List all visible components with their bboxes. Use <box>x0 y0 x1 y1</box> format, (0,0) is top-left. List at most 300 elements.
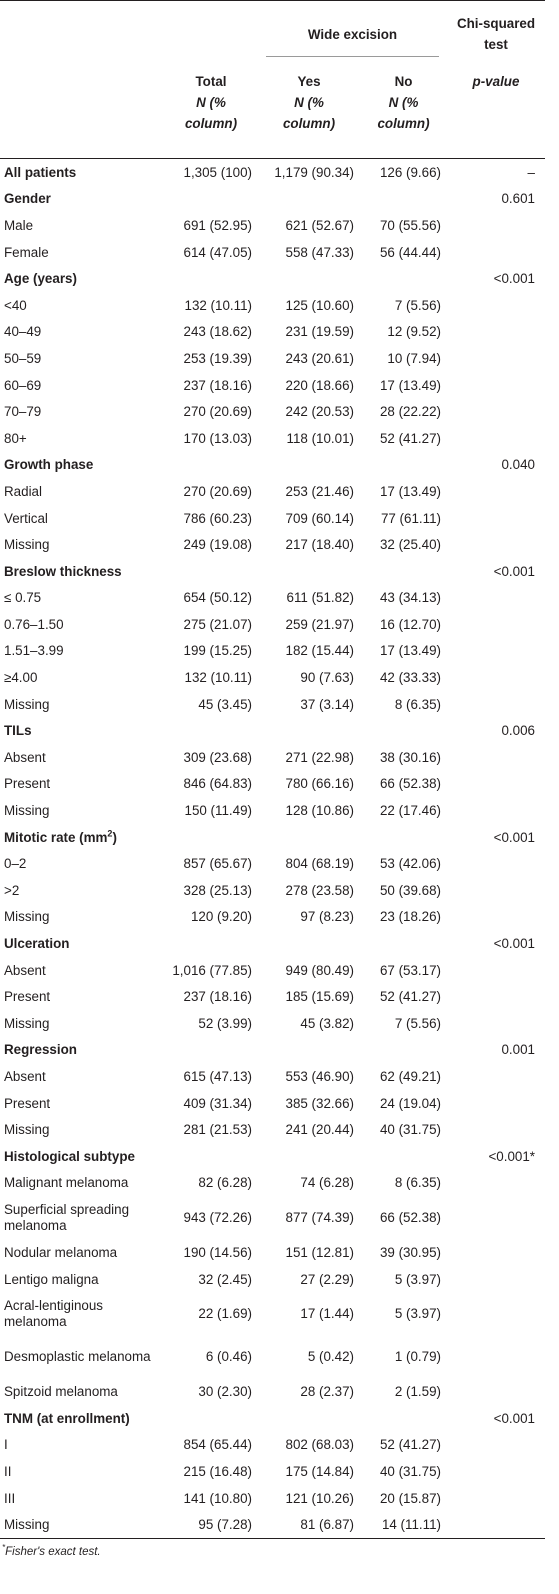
label-text: Mitotic rate (mm <box>4 829 108 845</box>
cell-yes: 242 (20.53) <box>285 404 354 420</box>
label-text: Missing <box>4 909 50 925</box>
cell-yes <box>258 930 360 957</box>
cell-total: 1,016 (77.85) <box>172 962 252 978</box>
label-text: Missing <box>4 1517 50 1533</box>
cell-total <box>164 717 258 744</box>
cell-yes: 558 (47.33) <box>285 244 354 260</box>
cell-yes: 220 (18.66) <box>285 377 354 393</box>
cell-no: 5 (3.97) <box>394 1271 441 1287</box>
label-text: Present <box>4 1095 51 1111</box>
total-header: Total <box>195 74 227 89</box>
row-label <box>0 505 164 532</box>
cell-yes: 90 (7.63) <box>300 670 354 686</box>
label-text: Lentigo maligna <box>4 1271 99 1287</box>
label-text: Missing <box>4 537 50 553</box>
label-text: Nodular melanoma <box>4 1244 118 1260</box>
group-label <box>0 452 164 479</box>
row-label <box>0 1170 164 1197</box>
cell-no: 17 (13.49) <box>379 643 441 659</box>
row-label <box>0 1335 164 1378</box>
cell-yes: 709 (60.14) <box>285 510 354 526</box>
cell-pvalue <box>447 292 545 319</box>
cell-total: 30 (2.30) <box>198 1384 252 1400</box>
label-text: Absent <box>4 749 46 765</box>
cell-pvalue <box>447 957 545 984</box>
group-label <box>0 159 164 186</box>
cell-no <box>360 824 447 851</box>
label-text: <40 <box>4 297 27 313</box>
row-label <box>0 611 164 638</box>
cell-yes: 877 (74.39) <box>285 1210 354 1226</box>
row-label <box>0 239 164 266</box>
row-label <box>0 877 164 904</box>
table-row <box>0 239 545 266</box>
cell-yes: 37 (3.14) <box>300 696 354 712</box>
table-row <box>0 771 545 798</box>
cell-pvalue <box>447 877 545 904</box>
cell-yes: 780 (66.16) <box>285 776 354 792</box>
cell-yes: 259 (21.97) <box>285 616 354 632</box>
label-text: Absent <box>4 962 46 978</box>
cell-total: 654 (50.12) <box>183 590 252 606</box>
cell-yes: 175 (14.84) <box>285 1463 354 1479</box>
cell-total <box>164 1037 258 1064</box>
table-row <box>0 611 545 638</box>
cell-pvalue <box>447 478 545 505</box>
table-row <box>0 904 545 931</box>
cell-total: 82 (6.28) <box>198 1175 252 1191</box>
cell-total: 215 (16.48) <box>183 1463 252 1479</box>
cell-no: 16 (12.70) <box>379 616 441 632</box>
no-n-pct-header: N (% column) <box>377 95 430 131</box>
table-row <box>0 1063 545 1090</box>
cell-total: 141 (10.80) <box>183 1490 252 1506</box>
table-row <box>0 1432 545 1459</box>
group-row <box>0 159 545 186</box>
cell-total: 281 (21.53) <box>183 1122 252 1138</box>
label-text: I <box>4 1437 8 1453</box>
cell-pvalue <box>447 611 545 638</box>
cell-pvalue <box>447 585 545 612</box>
cell-no <box>360 1405 447 1432</box>
cell-yes: 118 (10.01) <box>286 430 354 446</box>
cell-total: 132 (10.11) <box>184 670 252 686</box>
cell-total: 150 (11.49) <box>184 803 252 819</box>
cell-no: 67 (53.17) <box>379 962 441 978</box>
cell-total: 691 (52.95) <box>183 217 252 233</box>
table-row <box>0 983 545 1010</box>
row-label <box>0 744 164 771</box>
row-label <box>0 983 164 1010</box>
label-text: Absent <box>4 1068 46 1084</box>
group-row <box>0 186 545 213</box>
cell-pvalue: <0.001 <box>493 829 535 845</box>
cell-pvalue: <0.001 <box>493 563 535 579</box>
cell-total <box>164 265 258 292</box>
total-n-pct-header: N (% column) <box>184 95 238 131</box>
label-text: Missing <box>4 803 50 819</box>
cell-pvalue: <0.001 <box>493 271 535 287</box>
table-row <box>0 1511 545 1538</box>
cell-pvalue <box>447 983 545 1010</box>
label-text: 1.51–3.99 <box>4 643 64 659</box>
cell-no: 40 (31.75) <box>379 1463 441 1479</box>
cell-pvalue <box>447 398 545 425</box>
label-text: Regression <box>4 1042 77 1058</box>
label-text: Acral-lentiginous melanoma <box>4 1297 103 1329</box>
cell-yes <box>258 824 360 851</box>
label-text: Superficial spreading melanoma <box>4 1201 130 1233</box>
cell-pvalue <box>447 1458 545 1485</box>
cell-no: 50 (39.68) <box>379 882 441 898</box>
cell-no <box>360 930 447 957</box>
cell-no <box>360 717 447 744</box>
row-label <box>0 691 164 718</box>
cell-no: 66 (52.38) <box>379 1210 441 1226</box>
cell-yes: 182 (15.44) <box>285 643 354 659</box>
label-text: Male <box>4 217 34 233</box>
table-row <box>0 292 545 319</box>
cell-total: 249 (19.08) <box>183 537 252 553</box>
group-label <box>0 717 164 744</box>
cell-yes <box>258 1143 360 1170</box>
row-label <box>0 1196 164 1239</box>
cell-total: 243 (18.62) <box>183 324 252 340</box>
label-text: Spitzoid melanoma <box>4 1384 118 1400</box>
cell-total: 6 (0.46) <box>205 1349 252 1365</box>
table-row <box>0 850 545 877</box>
cell-pvalue <box>447 1090 545 1117</box>
cell-pvalue <box>447 1196 545 1239</box>
group-row <box>0 1143 545 1170</box>
cell-yes <box>258 717 360 744</box>
cell-no: 17 (13.49) <box>379 377 441 393</box>
cell-pvalue <box>447 1170 545 1197</box>
label-text: Age (years) <box>4 271 77 287</box>
label-text: 0.76–1.50 <box>4 616 64 632</box>
cell-total: 614 (47.05) <box>183 244 252 260</box>
cell-yes: 121 (10.26) <box>285 1490 354 1506</box>
row-label <box>0 1010 164 1037</box>
cell-no: 66 (52.38) <box>379 776 441 792</box>
label-text: 70–79 <box>4 404 42 420</box>
row-label <box>0 771 164 798</box>
yes-header: Yes <box>297 74 321 89</box>
row-label <box>0 850 164 877</box>
table-row <box>0 664 545 691</box>
cell-pvalue: 0.040 <box>501 457 535 473</box>
cell-yes: 128 (10.86) <box>285 803 354 819</box>
cell-total: 22 (1.69) <box>198 1306 252 1322</box>
row-label <box>0 1292 164 1335</box>
cell-pvalue <box>447 1266 545 1293</box>
table-row <box>0 638 545 665</box>
table-row <box>0 372 545 399</box>
cell-no: 8 (6.35) <box>394 1175 441 1191</box>
label-text: 60–69 <box>4 377 42 393</box>
cell-pvalue <box>447 212 545 239</box>
label-text: Missing <box>4 1015 50 1031</box>
cell-no: 32 (25.40) <box>379 537 441 553</box>
cell-no <box>360 452 447 479</box>
cell-pvalue: <0.001* <box>488 1148 535 1164</box>
label-text: Present <box>4 776 51 792</box>
label-text: Present <box>4 989 51 1005</box>
table-row <box>0 1196 545 1239</box>
row-label <box>0 1116 164 1143</box>
cell-pvalue: <0.001 <box>493 1410 535 1426</box>
cell-pvalue <box>447 904 545 931</box>
cell-pvalue <box>447 744 545 771</box>
chi-squared-header: Chi-squared test <box>447 1 545 64</box>
cell-yes: 278 (23.58) <box>285 882 354 898</box>
footnote <box>0 1543 559 1558</box>
cell-no: 43 (34.13) <box>379 590 441 606</box>
label-text: Malignant melanoma <box>4 1175 129 1191</box>
cell-pvalue: 0.001 <box>501 1042 535 1058</box>
cell-pvalue <box>447 239 545 266</box>
cell-no: 42 (33.33) <box>379 670 441 686</box>
cell-pvalue: <0.001 <box>493 936 535 952</box>
cell-no: 38 (30.16) <box>379 749 441 765</box>
group-row <box>0 1405 545 1432</box>
cell-yes: 611 (51.82) <box>286 590 354 606</box>
group-row <box>0 824 545 851</box>
label-text: Ulceration <box>4 936 70 952</box>
row-label <box>0 1090 164 1117</box>
group-label <box>0 186 164 213</box>
row-label <box>0 425 164 452</box>
cell-no: 126 (9.66) <box>379 164 441 180</box>
cell-total <box>164 824 258 851</box>
cell-total: 45 (3.45) <box>198 696 252 712</box>
cell-yes <box>258 1037 360 1064</box>
cell-no: 53 (42.06) <box>379 856 441 872</box>
row-label <box>0 797 164 824</box>
cell-yes: 151 (12.81) <box>285 1244 354 1260</box>
table-row <box>0 744 545 771</box>
label-text: Female <box>4 244 49 260</box>
table-row <box>0 1378 545 1405</box>
label-text: ≥4.00 <box>4 670 38 686</box>
table-row <box>0 531 545 558</box>
cell-yes <box>258 265 360 292</box>
cell-total: 857 (65.67) <box>183 856 252 872</box>
cell-pvalue <box>447 1335 545 1378</box>
cell-no: 14 (11.11) <box>360 1511 447 1538</box>
cell-pvalue <box>447 372 545 399</box>
cell-no: 2 (1.59) <box>394 1384 441 1400</box>
row-label <box>0 1063 164 1090</box>
cell-total: 237 (18.16) <box>183 377 252 393</box>
cell-total: 32 (2.45) <box>198 1271 252 1287</box>
label-text: Vertical <box>4 510 48 526</box>
cell-yes: 804 (68.19) <box>285 856 354 872</box>
cell-no: 17 (13.49) <box>379 483 441 499</box>
cell-no: 40 (31.75) <box>379 1122 441 1138</box>
row-label <box>0 585 164 612</box>
table-row <box>0 585 545 612</box>
cell-pvalue <box>447 1239 545 1266</box>
cell-no: 10 (7.94) <box>387 350 441 366</box>
cell-total: 52 (3.99) <box>198 1015 252 1031</box>
cell-total: 846 (64.83) <box>183 776 252 792</box>
cell-total: 615 (47.13) <box>183 1068 252 1084</box>
cell-total <box>164 558 258 585</box>
row-label <box>0 1239 164 1266</box>
cell-yes: 27 (2.29) <box>300 1271 354 1287</box>
cell-no: 28 (22.22) <box>379 404 441 420</box>
cell-pvalue <box>447 691 545 718</box>
cell-no: 22 (17.46) <box>379 803 441 819</box>
cell-yes: 385 (32.66) <box>285 1095 354 1111</box>
cell-no: 7 (5.56) <box>394 297 441 313</box>
row-label <box>0 398 164 425</box>
table-row <box>0 1292 545 1335</box>
cell-yes <box>258 452 360 479</box>
cell-total: 95 (7.28) <box>164 1511 258 1538</box>
cell-total <box>164 930 258 957</box>
cell-pvalue: 0.006 <box>501 723 535 739</box>
label-text: III <box>4 1490 16 1506</box>
label-text: Breslow thickness <box>4 563 122 579</box>
cell-no: 62 (49.21) <box>379 1068 441 1084</box>
cell-yes: 802 (68.03) <box>285 1437 354 1453</box>
pvalue-header: p-value <box>472 74 520 89</box>
footnote-text: Fisher's exact test. <box>5 1545 101 1558</box>
cell-total: 270 (20.69) <box>183 483 252 499</box>
table-row <box>0 691 545 718</box>
cell-pvalue <box>447 1010 545 1037</box>
cell-yes: 97 (8.23) <box>300 909 354 925</box>
cell-yes: 553 (46.90) <box>285 1068 354 1084</box>
row-label <box>0 1266 164 1293</box>
row-label <box>0 478 164 505</box>
cell-yes: 28 (2.37) <box>300 1384 354 1400</box>
cell-no: 23 (18.26) <box>379 909 441 925</box>
group-label <box>0 558 164 585</box>
row-label <box>0 957 164 984</box>
cell-pvalue <box>447 797 545 824</box>
cell-no <box>360 558 447 585</box>
wide-excision-header: Wide excision <box>266 27 439 57</box>
group-label <box>0 1405 164 1432</box>
cell-pvalue <box>447 345 545 372</box>
label-text: All patients <box>4 164 77 180</box>
cell-total: 1,305 (100) <box>183 164 252 180</box>
header-row-2 <box>0 63 545 159</box>
row-label <box>0 319 164 346</box>
cell-yes: 621 (52.67) <box>285 217 354 233</box>
cell-pvalue <box>447 771 545 798</box>
cell-yes: 74 (6.28) <box>300 1175 354 1191</box>
cell-no <box>360 1143 447 1170</box>
cell-no: 24 (19.04) <box>379 1095 441 1111</box>
cell-yes: 253 (21.46) <box>285 483 354 499</box>
cell-total: 309 (23.68) <box>183 749 252 765</box>
cell-total: 237 (18.16) <box>183 989 252 1005</box>
header-row-1 <box>0 1 545 64</box>
table-body <box>0 159 545 1539</box>
row-label <box>0 1511 164 1538</box>
label-superscript: 2 <box>107 828 113 839</box>
cell-pvalue <box>447 319 545 346</box>
row-label <box>0 664 164 691</box>
row-label <box>0 904 164 931</box>
cell-pvalue <box>447 1116 545 1143</box>
table-row <box>0 877 545 904</box>
cell-yes <box>258 186 360 213</box>
cell-no <box>360 186 447 213</box>
cell-yes <box>258 558 360 585</box>
table-row <box>0 505 545 532</box>
cell-pvalue <box>447 505 545 532</box>
cell-yes: 231 (19.59) <box>285 324 354 340</box>
label-text: >2 <box>4 882 20 898</box>
cell-yes <box>258 1405 360 1432</box>
cell-pvalue: 0.601 <box>501 191 535 207</box>
cell-yes: 81 (6.87) <box>258 1511 360 1538</box>
cell-no: 52 (41.27) <box>379 989 441 1005</box>
yes-n-pct-header: N (% column) <box>282 95 336 131</box>
cell-yes: 217 (18.40) <box>285 537 354 553</box>
table-row <box>0 1010 545 1037</box>
label-text: Gender <box>4 191 51 207</box>
cell-pvalue <box>447 664 545 691</box>
cell-total: 120 (9.20) <box>190 909 252 925</box>
cell-pvalue: – <box>527 164 535 180</box>
row-label <box>0 638 164 665</box>
label-text: Missing <box>4 1122 50 1138</box>
label-text: Histological subtype <box>4 1148 135 1164</box>
label-text: Growth phase <box>4 457 94 473</box>
table-row <box>0 1485 545 1512</box>
cell-total: 786 (60.23) <box>183 510 252 526</box>
cell-total: 170 (13.03) <box>183 430 252 446</box>
label-suffix: ) <box>112 829 117 845</box>
group-label <box>0 824 164 851</box>
row-label <box>0 212 164 239</box>
group-row <box>0 1037 545 1064</box>
cell-pvalue <box>447 850 545 877</box>
group-row <box>0 717 545 744</box>
cell-yes: 125 (10.60) <box>285 297 354 313</box>
table-row <box>0 1090 545 1117</box>
group-row <box>0 930 545 957</box>
cell-no: 7 (5.56) <box>394 1015 441 1031</box>
table-row <box>0 1239 545 1266</box>
table-row <box>0 319 545 346</box>
no-header: No <box>394 74 413 89</box>
row-label <box>0 1485 164 1512</box>
cell-no: 8 (6.35) <box>394 696 441 712</box>
row-label <box>0 1432 164 1459</box>
row-label <box>0 1378 164 1405</box>
cell-yes: 45 (3.82) <box>300 1015 354 1031</box>
label-text: Radial <box>4 483 42 499</box>
label-text: TNM (at enrollment) <box>4 1410 130 1426</box>
cell-no: 12 (9.52) <box>387 324 441 340</box>
cell-total: 409 (31.34) <box>183 1095 252 1111</box>
group-row <box>0 558 545 585</box>
cell-total: 328 (25.13) <box>183 882 252 898</box>
group-label <box>0 265 164 292</box>
cell-total: 190 (14.56) <box>183 1244 252 1260</box>
cell-pvalue <box>447 425 545 452</box>
label-text: 0–2 <box>4 856 27 872</box>
cell-total <box>164 452 258 479</box>
cell-yes: 243 (20.61) <box>285 350 354 366</box>
